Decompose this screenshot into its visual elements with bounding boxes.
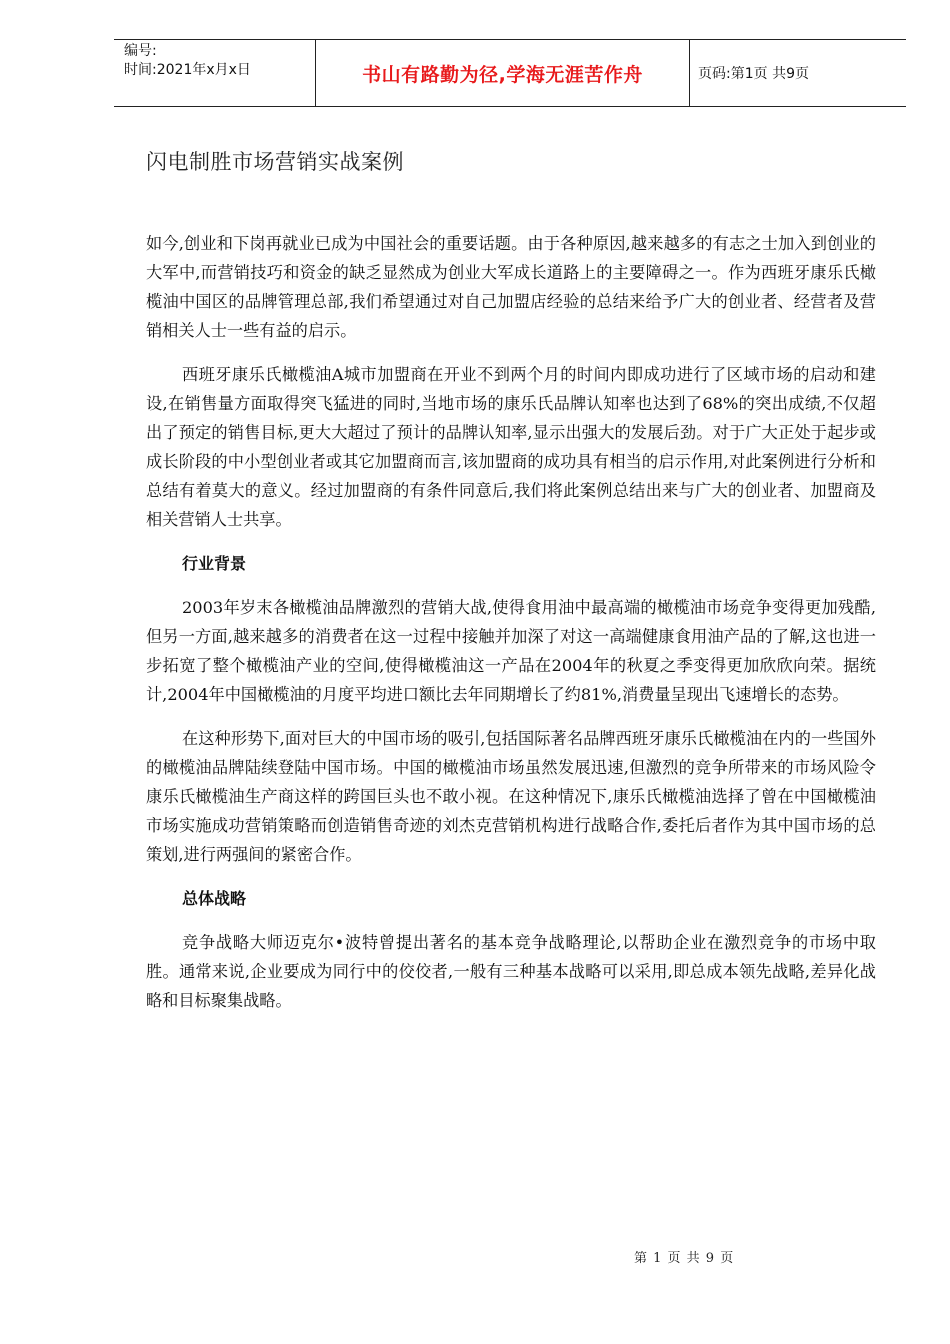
time-label: 时间:2021年x月x日 bbox=[124, 62, 251, 78]
document-body bbox=[146, 229, 876, 1030]
header-page-info: 页码:第1页 共9页 bbox=[698, 66, 809, 82]
industry-paragraph-1: 2003年岁末各橄榄油品牌激烈的营销大战,使得食用油中最高端的橄榄油市场竞争变得更加残酷,但另一方面,越来越多的消费者在这一过程中接触并加深了对这一高端健康食用油产品的了解,这也进一步拓宽了整个橄榄油产业的空间,使得橄榄油这一产品在2004年的秋夏之季变得更加欣欣向荣。据统计,2004年中国橄榄油的月度平均进口额比去年同期增长了约81%,消费量呈现出飞速增长的态势。 bbox=[146, 598, 876, 704]
header-meta bbox=[114, 40, 316, 106]
page-footer: 第 1 页 共 9 页 bbox=[634, 1251, 735, 1266]
section-heading-strategy: 总体战略 bbox=[182, 889, 247, 908]
strategy-paragraph-1: 竞争战略大师迈克尔•波特曾提出著名的基本竞争战略理论,以帮助企业在激烈竞争的市场中取胜。通常来说,企业要成为同行中的佼佼者,一般有三种基本战略可以采用,即总成本领先战略,差异化战略和目标聚集战略。 bbox=[146, 933, 876, 1010]
intro-paragraph: 如今,创业和下岗再就业已成为中国社会的重要话题。由于各种原因,越来越多的有志之士加入到创业的大军中,而营销技巧和资金的缺乏显然成为创业大军成长道路上的主要障碍之一。作为西班牙康乐氏橄榄油中国区的品牌管理总部,我们希望通过对自己加盟店经验的总结来给予广大的创业者、经营者及营销相关人士一些有益的启示。 bbox=[146, 234, 876, 340]
page-header bbox=[114, 39, 906, 107]
document-title: 闪电制胜市场营销实战案例 bbox=[146, 150, 404, 174]
case-paragraph: 西班牙康乐氏橄榄油A城市加盟商在开业不到两个月的时间内即成功进行了区域市场的启动和建设,在销售量方面取得突飞猛进的同时,当地市场的康乐氏品牌认知率也达到了68%的突出成绩,不仅超出了预定的销售目标,更大大超过了预计的品牌认知率,显示出强大的发展后劲。对于广大正处于起步或成长阶段的中小型创业者或其它加盟商而言,该加盟商的成功具有相当的启示作用,对此案例进行分析和总结有着莫大的意义。经过加盟商的有条件同意后,我们将此案例总结出来与广大的创业者、加盟商及相关营销人士共享。 bbox=[146, 365, 876, 529]
industry-paragraph-2: 在这种形势下,面对巨大的中国市场的吸引,包括国际著名品牌西班牙康乐氏橄榄油在内的一些国外的橄榄油品牌陆续登陆中国市场。中国的橄榄油市场虽然发展迅速,但激烈的竞争所带来的市场风险令康乐氏橄榄油生产商这样的跨国巨头也不敢小视。在这种情况下,康乐氏橄榄油选择了曾在中国橄榄油市场实施成功营销策略而创造销售奇迹的刘杰克营销机构进行战略合作,委托后者作为其中国市场的总策划,进行两强间的紧密合作。 bbox=[146, 729, 876, 864]
section-heading-industry: 行业背景 bbox=[182, 554, 247, 573]
header-motto: 书山有路勤为径,学海无涯苦作舟 bbox=[316, 40, 690, 106]
number-label: 编号: bbox=[124, 43, 157, 59]
